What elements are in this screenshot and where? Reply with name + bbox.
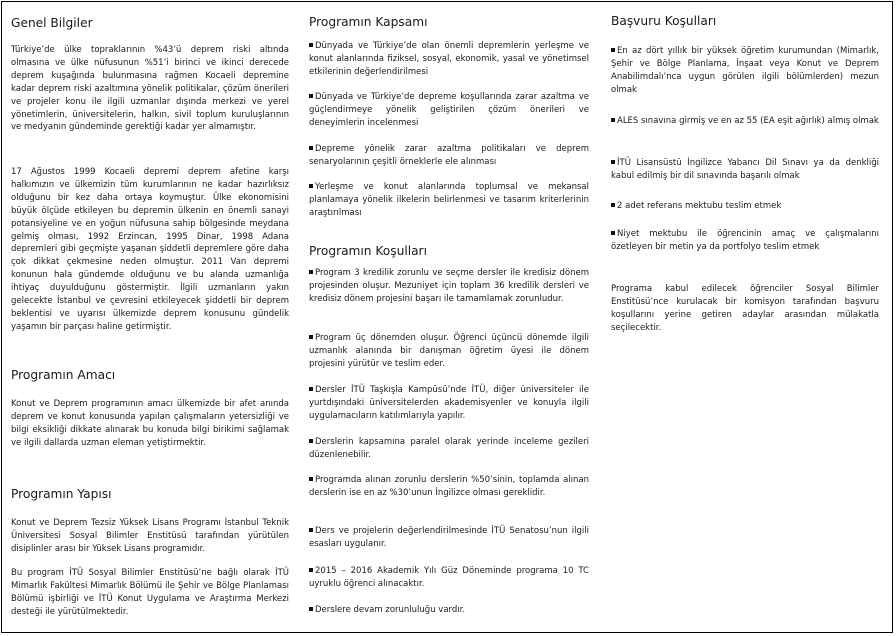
program-amaci-heading: Programın Amacı — [11, 368, 116, 382]
genel-bilgiler-paragraph-1: Türkiye’de ülke topraklarının %43’ü deprem riski altında olmasına ve ülke nüfusunun %51’i birinci ve ikinci derecede deprem kuşağında bulunmasına rağmen Kocaeli depremine kadar deprem riski azaltımına yönelik politikalar, çözüm önerileri ve projeler konu ile ilgili uzmanlar dışında merkezi ve yerel yönetimlerin, üniversitelerin, halkın, sivil toplum kuruluşlarının ve medyanın gündeminde gerektiği kadar yer almamıştır. — [11, 45, 289, 133]
list-item: Dersler İTÜ Taşkışla Kampüsü’nde İTÜ, diğer üniversiteler ile yurtdışındaki üniversitelerden akademisyenler ve konuyla ilgili uygulamacıların katılımlarıyla yapılır. — [309, 385, 589, 421]
program-kosullari-heading: Programın Koşulları — [309, 244, 427, 258]
program-yapisi-paragraph-2: Bu program İTÜ Sosyal Bilimler Enstitüsü’ne bağlı olarak İTÜ Mimarlık Fakültesi Mimarlık Bölümü ile Şehir ve Bölge Planlaması Bölümü işbirliği ve İTÜ Konut Uygulama ve Araştırma Merkezi desteği ile yürütülmektedir. — [11, 568, 289, 617]
bullet-icon — [309, 94, 313, 98]
genel-bilgiler-paragraph-2: 17 Ağustos 1999 Kocaeli depremi deprem afetine karşı halkımızın ve ülkemizin tüm kurumlarının ne kadar hazırlıksız olduğunu bir kez daha ortaya koymuştur. Ülke ekonomisini büyük ölçüde etkileyen bu depremin ülkenin en önemli sanayi potansiyeline ve en yoğun nüfusuna sahip bölgesinde meydana gelmiş olması, 1992 Erzincan, 1995 Dinar, 1998 Adana depremleri gibi geçmişte yaşanan şiddetli depremlere göre daha çok dikkat çekmesine neden olmuştur. 2011 Van depremi konunun hala gündemde olduğunu ve bu alanda uzmanlığa ihtiyaç duyulduğunu göstermiştir. İlgili uzmanların yakın gelecekte İstanbul ve çevresini etkileyecek şiddetli bir deprem beklentisi ve uyarısı ülkemizde deprem konusunu gündelik yaşamın bir parçası haline getirmiştir. — [11, 167, 289, 332]
list-item: Niyet mektubu ile öğrencinin amaç ve çalışmalarını özetleyen bir metin ya da portfolyo teslim etmek — [611, 229, 879, 252]
list-item: Ders ve projelerin değerlendirilmesinde İTÜ Senatosu’nun ilgili esasları uygulanır. — [309, 526, 589, 549]
bullet-icon — [309, 477, 313, 481]
program-yapisi-heading: Programın Yapısı — [11, 487, 112, 501]
bullet-icon — [309, 439, 313, 443]
bullet-icon — [611, 48, 615, 52]
list-item: 2 adet referans mektubu teslim etmek — [611, 200, 879, 213]
list-item: Derslerin kapsamına paralel olarak yerinde inceleme gezileri düzenlenebilir. — [309, 437, 589, 460]
list-item: ALES sınavına girmiş ve en az 55 (EA eşit ağırlık) almış olmak — [611, 115, 879, 128]
list-item: Dünyada ve Türkiye’de olan önemli depremlerin yerleşme ve konut alanlarında fiziksel, sosyal, ekonomik, yasal ve yönetimsel etkilerinin değerlendirilmesi — [309, 41, 589, 77]
program-amaci-paragraph: Konut ve Deprem programının amacı ülkemizde bir afet anında deprem ve konut konusunda yapılan çalışmaların yetersizliği ve bilgi eksikliği dikkate alınarak bu konuda bilgi birikimi sağlamak ve ilgili dallarda uzman eleman yetiştirmektir. — [11, 399, 289, 448]
bullet-icon — [309, 607, 313, 611]
bullet-icon — [309, 184, 313, 188]
genel-bilgiler-heading: Genel Bilgiler — [11, 16, 93, 30]
bullet-icon — [611, 118, 615, 122]
bullet-icon — [611, 231, 615, 235]
list-item: 2015 – 2016 Akademik Yılı Güz Döneminde programa 10 TC uyruklu öğrenci alınacaktır. — [309, 566, 589, 589]
bullet-icon — [611, 160, 615, 164]
basvuru-kosullari-heading: Başvuru Koşulları — [611, 14, 717, 28]
list-item: Dünyada ve Türkiye’de depreme koşullarında zarar azaltma ve güçlendirmeye yönelik geliştirilen çözüm önerileri ve deneyimlerin incelenmesi — [309, 92, 589, 128]
bullet-icon — [309, 43, 313, 47]
bullet-icon — [309, 568, 313, 572]
list-item: İTÜ Lisansüstü İngilizce Yabancı Dil Sınavı ya da denkliği kabul edilmiş bir dil sınavında başarılı olmak — [611, 158, 879, 181]
list-item: Depreme yönelik zarar azaltma politikaları ve deprem senaryolarının çeşitli örneklerle ele alınması — [309, 144, 589, 167]
bullet-icon — [611, 203, 615, 207]
list-item: En az dört yıllık bir yüksek öğretim kurumundan (Mimarlık, Şehir ve Bölge Planlama, İnşaat veya Konut ve Deprem Anabilimdalı’nca uygun görülen ilgili bölümlerden) mezun olmak — [611, 46, 879, 95]
bullet-icon — [309, 387, 313, 391]
bullet-icon — [309, 146, 313, 150]
list-item: Program 3 kredilik zorunlu ve seçme dersler ile kredisiz dönem projesinden oluşur. Mezuniyet için toplam 36 kredilik dersleri ve kredisiz dönem projesini başarı ile tamamlamak zorunludur. — [309, 268, 589, 304]
program-yapisi-paragraph-1: Konut ve Deprem Tezsiz Yüksek Lisans Programı İstanbul Teknik Üniversitesi Sosyal Bilimler Enstitüsü tarafından yürütülen disiplinler arası bir Yüksek Lisans programıdır. — [11, 518, 289, 554]
list-item: Yerleşme ve konut alanlarında toplumsal ve mekansal planlamaya yönelik ilkelerin belirlenmesi ve tasarım kriterlerinin araştırılması — [309, 182, 589, 218]
list-item: Programda alınan zorunlu derslerin %50’sinin, toplamda alınan derslerin ise en az %30’unun İngilizce olması gereklidir. — [309, 475, 589, 498]
bullet-icon — [309, 270, 313, 274]
list-item: Derslere devam zorunluluğu vardır. — [309, 604, 589, 617]
program-kapsami-heading: Programın Kapsamı — [309, 15, 428, 29]
basvuru-paragraph: Programa kabul edilecek öğrenciler Sosyal Bilimler Enstitüsü’nce kurulacak bir komisyon tarafından başvuru koşullarını yerine getiren adaylar arasından mülakatla seçilecektir. — [611, 284, 879, 333]
bullet-icon — [309, 528, 313, 532]
bullet-icon — [309, 335, 313, 339]
list-item: Program üç dönemden oluşur. Öğrenci üçüncü dönemde ilgili uzmanlık alanında bir danışman öğretim üyesi ile dönem projesini yürütür ve teslim eder. — [309, 333, 589, 369]
